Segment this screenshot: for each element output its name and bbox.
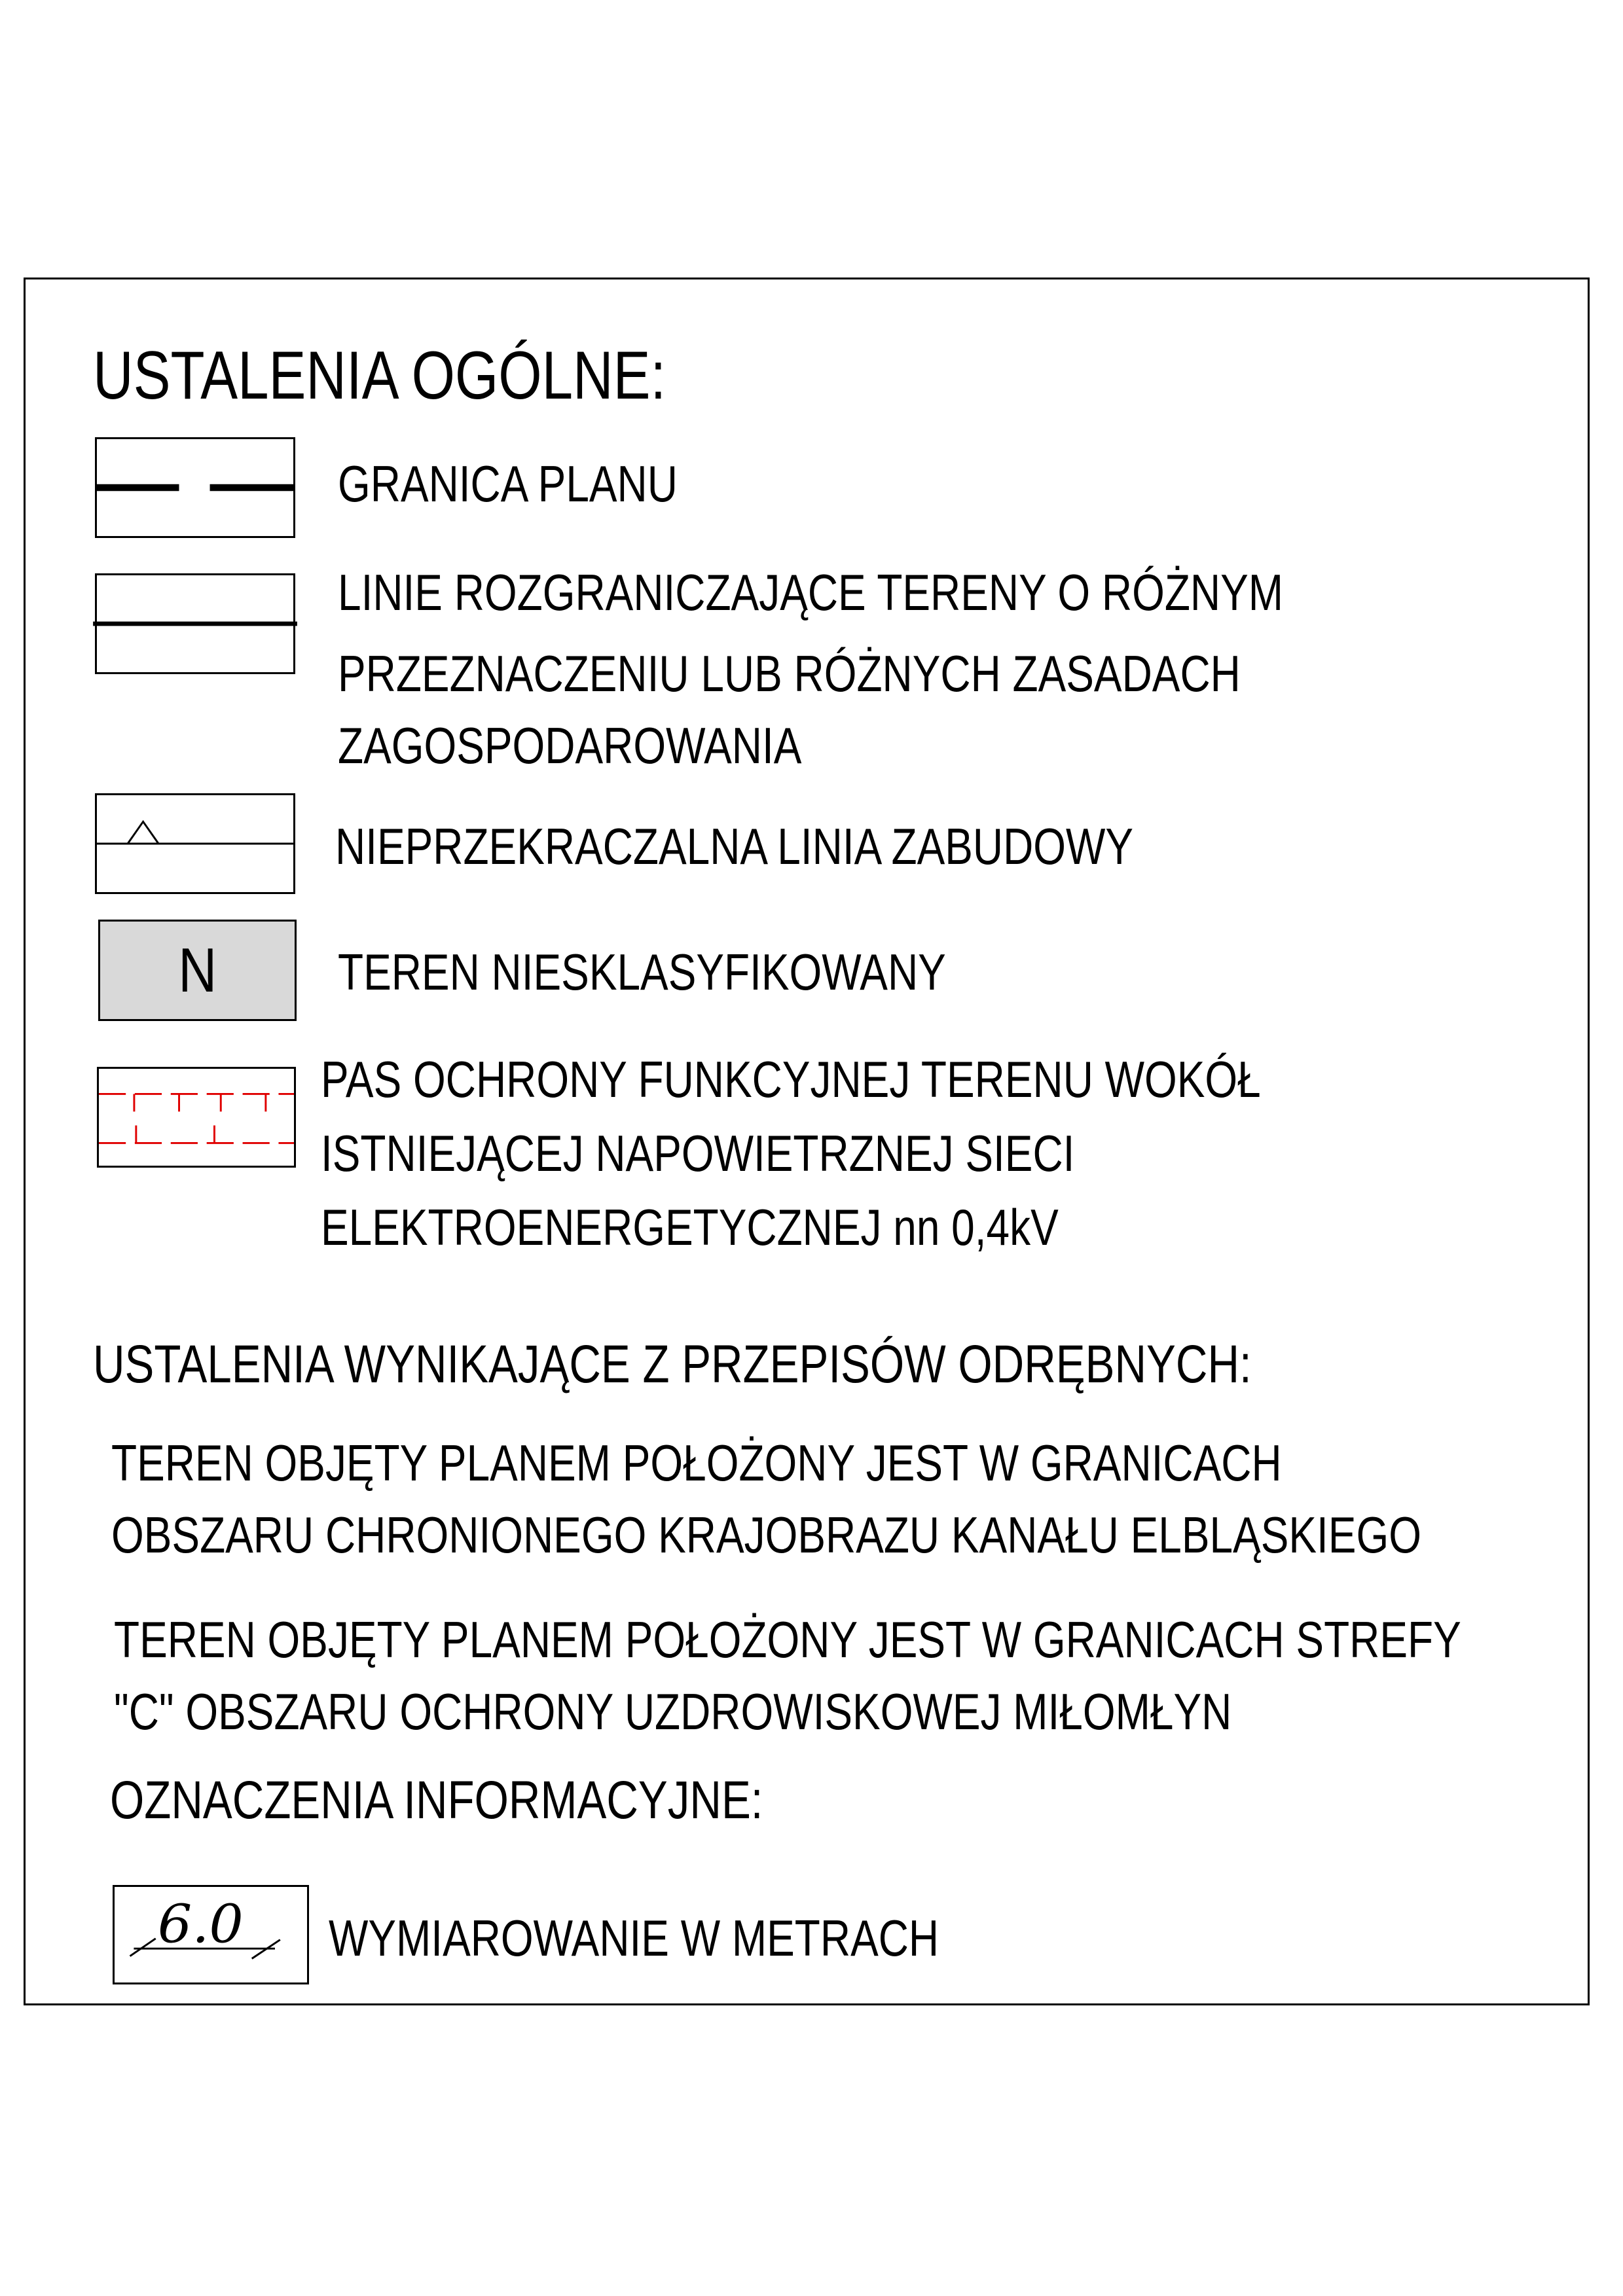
protection-strip-label-1: PAS OCHRONY FUNKCYJNEJ TERENU WOKÓŁ	[321, 1050, 1261, 1108]
separate-paragraph-1-line-2: OBSZARU CHRONIONEGO KRAJOBRAZU KANAŁU ELBLĄSKIEGO	[111, 1506, 1421, 1564]
separate-paragraph-2-line-2: "C" OBSZARU OCHRONY UZDROWISKOWEJ MIŁOMŁYN	[114, 1683, 1232, 1740]
dimension-symbol	[113, 1885, 309, 1984]
unclassified-area-symbol	[98, 920, 297, 1021]
building-line-symbol	[95, 793, 295, 894]
separate-heading: USTALENIA WYNIKAJĄCE Z PRZEPISÓW ODRĘBNYCH:	[93, 1335, 1252, 1394]
protection-strip-label-2: ISTNIEJĄCEJ NAPOWIETRZNEJ SIECI	[321, 1124, 1075, 1182]
plan-boundary-symbol	[95, 437, 295, 538]
protection-strip-label-3: ELEKTROENERGETYCZNEJ nn 0,4kV	[321, 1198, 1059, 1256]
dividing-line-label-3: ZAGOSPODAROWANIA	[338, 717, 802, 774]
dividing-line-symbol	[95, 573, 295, 674]
info-heading: OZNACZENIA INFORMACYJNE:	[110, 1770, 763, 1830]
dividing-line-label-1: LINIE ROZGRANICZAJĄCE TERENY O RÓŻNYM	[338, 564, 1284, 621]
building-line-label: NIEPRZEKRACZALNA LINIA ZABUDOWY	[335, 817, 1134, 875]
general-heading: USTALENIA OGÓLNE:	[93, 338, 666, 414]
unclassified-area-label: TEREN NIESKLASYFIKOWANY	[338, 943, 946, 1001]
dimension-symbol-value: 6.0	[157, 1893, 244, 1956]
plan-boundary-label: GRANICA PLANU	[338, 455, 678, 512]
protection-strip-symbol	[97, 1067, 296, 1168]
separate-paragraph-2-line-1: TEREN OBJĘTY PLANEM POŁOŻONY JEST W GRANICACH STREFY	[114, 1611, 1461, 1668]
dividing-line-label-2: PRZEZNACZENIU LUB RÓŻNYCH ZASADACH	[338, 645, 1241, 702]
dimension-label: WYMIAROWANIE W METRACH	[329, 1909, 939, 1967]
separate-paragraph-1-line-1: TEREN OBJĘTY PLANEM POŁOŻONY JEST W GRANICACH	[111, 1434, 1282, 1492]
unclassified-area-symbol-letter: N	[178, 935, 217, 1005]
